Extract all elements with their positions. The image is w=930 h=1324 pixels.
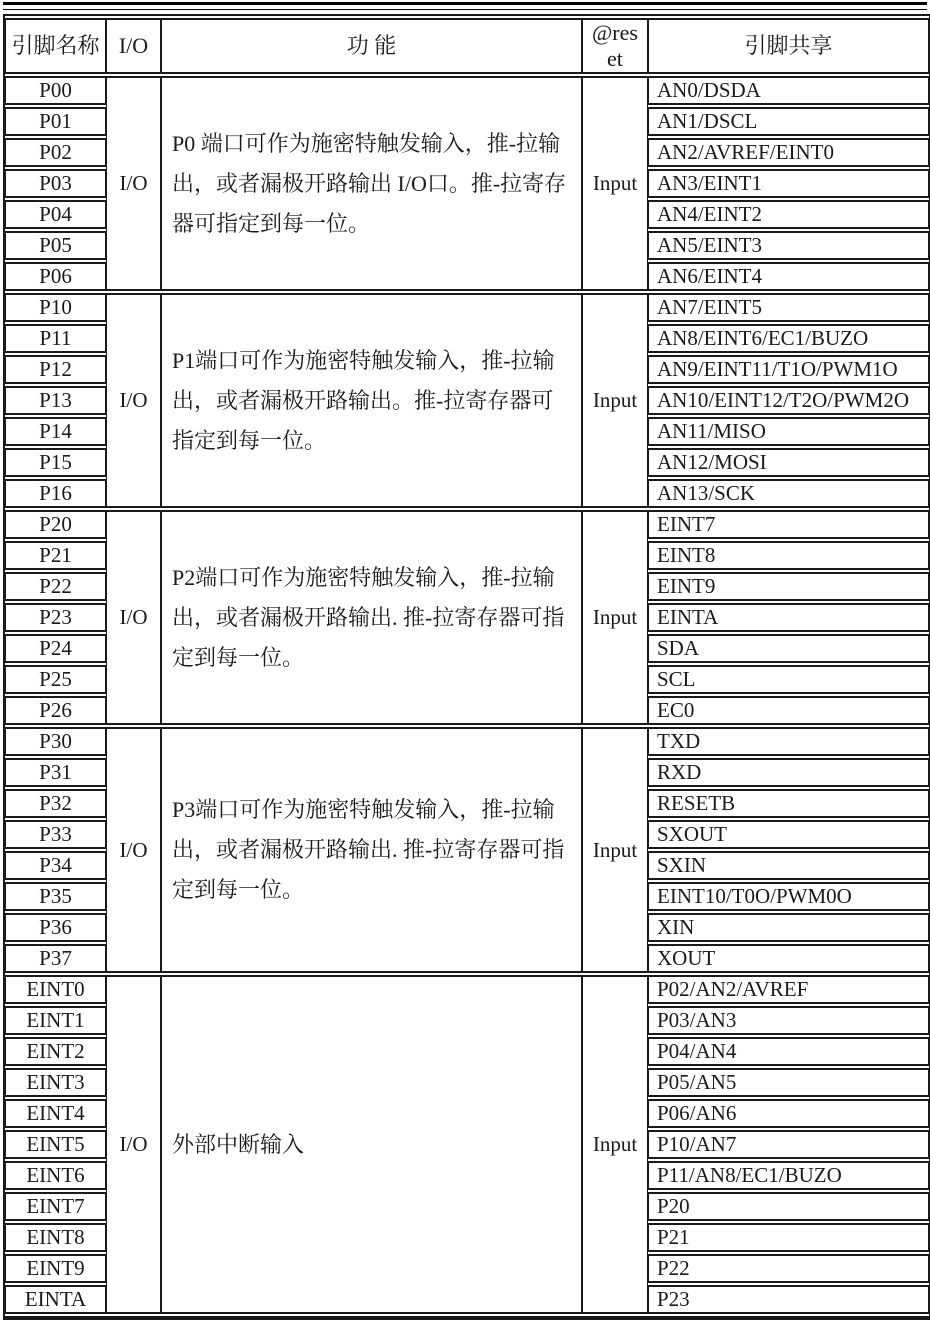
- pin-share-cell: AN1/DSCL: [648, 107, 929, 136]
- pin-share-cell: XOUT: [648, 944, 929, 973]
- pin-name-cell: P15: [5, 448, 106, 477]
- header-row: [5, 18, 929, 74]
- pin-name-cell: P05: [5, 231, 106, 260]
- pin-share-cell: RESETB: [648, 789, 929, 818]
- pin-share-cell: P05/AN5: [648, 1068, 929, 1097]
- pin-share-cell: P06/AN6: [648, 1099, 929, 1128]
- pin-share-cell: AN13/SCK: [648, 479, 929, 508]
- pin-share-cell: EINT10/T0O/PWM0O: [648, 882, 929, 911]
- pin-share-cell: SXIN: [648, 851, 929, 880]
- pin-share-cell: SXOUT: [648, 820, 929, 849]
- pin-share-cell: P03/AN3: [648, 1006, 929, 1035]
- pin-description-table: [3, 14, 930, 1320]
- pin-share-cell: AN5/EINT3: [648, 231, 929, 260]
- pin-name-cell: EINT5: [5, 1130, 106, 1159]
- pin-name-cell: P22: [5, 572, 106, 601]
- io-cell: I/O: [106, 510, 161, 725]
- pin-share-cell: AN9/EINT11/T1O/PWM1O: [648, 355, 929, 384]
- reset-state-cell: Input: [582, 510, 648, 725]
- function-text: P3端口可作为施密特触发输入，推-拉输出，或者漏极开路输出. 推-拉寄存器可指定到每一位。: [172, 797, 565, 902]
- header-reset-line2: et: [607, 46, 623, 71]
- function-text: P0 端口可作为施密特触发输入，推-拉输出，或者漏极开路输出 I/O口。推-拉寄存器可指定到每一位。: [172, 130, 567, 236]
- header-pin-name: 引脚名称: [5, 18, 106, 74]
- pin-name-cell: P35: [5, 882, 106, 911]
- table-row: [5, 727, 929, 756]
- function-cell: [161, 975, 582, 1314]
- pin-name-cell: P33: [5, 820, 106, 849]
- pin-name-cell: P30: [5, 727, 106, 756]
- pin-share-cell: TXD: [648, 727, 929, 756]
- pin-name-cell: EINT2: [5, 1037, 106, 1066]
- table-row: [5, 76, 929, 105]
- table-row: [5, 293, 929, 322]
- pin-share-cell: SCL: [648, 665, 929, 694]
- function-text: 外部中断输入: [172, 1131, 305, 1157]
- function-text: P1端口可作为施密特触发输入，推-拉输出，或者漏极开路输出。推-拉寄存器可指定到每一位。: [172, 347, 555, 453]
- pin-name-cell: P24: [5, 634, 106, 663]
- function-cell: [161, 727, 582, 973]
- pin-name-cell: EINT8: [5, 1223, 106, 1252]
- pin-name-cell: P37: [5, 944, 106, 973]
- pin-share-cell: AN0/DSDA: [648, 76, 929, 105]
- pin-share-cell: AN10/EINT12/T2O/PWM2O: [648, 386, 929, 415]
- pin-share-cell: EINTA: [648, 603, 929, 632]
- io-cell: I/O: [106, 76, 161, 291]
- pin-share-cell: AN2/AVREF/EINT0: [648, 138, 929, 167]
- io-cell: I/O: [106, 293, 161, 508]
- pin-name-cell: P25: [5, 665, 106, 694]
- pin-share-cell: P21: [648, 1223, 929, 1252]
- table-row: [5, 510, 929, 539]
- pin-name-cell: P03: [5, 169, 106, 198]
- header-io: I/O: [106, 18, 161, 74]
- pin-share-cell: P23: [648, 1285, 929, 1314]
- pin-name-cell: P12: [5, 355, 106, 384]
- table-body: [5, 76, 929, 1314]
- io-cell: I/O: [106, 727, 161, 973]
- pin-name-cell: EINT0: [5, 975, 106, 1004]
- header-reset: [582, 18, 648, 74]
- pin-name-cell: P36: [5, 913, 106, 942]
- pin-name-cell: P34: [5, 851, 106, 880]
- pin-name-cell: EINT7: [5, 1192, 106, 1221]
- io-cell: I/O: [106, 975, 161, 1314]
- pin-name-cell: P10: [5, 293, 106, 322]
- pin-share-cell: AN7/EINT5: [648, 293, 929, 322]
- pin-share-cell: SDA: [648, 634, 929, 663]
- table-header: [5, 18, 929, 74]
- header-reset-line1: @res: [592, 20, 638, 45]
- pin-name-cell: EINT3: [5, 1068, 106, 1097]
- pin-name-cell: P13: [5, 386, 106, 415]
- pin-share-cell: EINT8: [648, 541, 929, 570]
- pin-name-cell: EINT4: [5, 1099, 106, 1128]
- pin-share-cell: AN4/EINT2: [648, 200, 929, 229]
- pin-name-cell: P21: [5, 541, 106, 570]
- pin-share-cell: AN3/EINT1: [648, 169, 929, 198]
- pin-name-cell: P11: [5, 324, 106, 353]
- pin-name-cell: EINT1: [5, 1006, 106, 1035]
- pin-share-cell: P11/AN8/EC1/BUZO: [648, 1161, 929, 1190]
- function-text: P2端口可作为施密特触发输入，推-拉输出，或者漏极开路输出. 推-拉寄存器可指定到每一位。: [172, 564, 565, 670]
- reset-state-cell: Input: [582, 727, 648, 973]
- top-double-rule: [3, 2, 927, 10]
- pin-name-cell: P31: [5, 758, 106, 787]
- pin-name-cell: P00: [5, 76, 106, 105]
- pin-share-cell: AN8/EINT6/EC1/BUZO: [648, 324, 929, 353]
- reset-state-cell: Input: [582, 975, 648, 1314]
- reset-state-cell: Input: [582, 293, 648, 508]
- pin-share-cell: P02/AN2/AVREF: [648, 975, 929, 1004]
- pin-share-cell: AN11/MISO: [648, 417, 929, 446]
- reset-state-cell: Input: [582, 76, 648, 291]
- header-pin-share: 引脚共享: [648, 18, 929, 74]
- pin-share-cell: P10/AN7: [648, 1130, 929, 1159]
- function-cell: [161, 293, 582, 508]
- pin-name-cell: P20: [5, 510, 106, 539]
- pin-name-cell: P16: [5, 479, 106, 508]
- pin-name-cell: P06: [5, 262, 106, 291]
- pin-share-cell: P04/AN4: [648, 1037, 929, 1066]
- table-row: [5, 975, 929, 1004]
- pin-name-cell: P02: [5, 138, 106, 167]
- pin-share-cell: EINT7: [648, 510, 929, 539]
- pin-share-cell: EC0: [648, 696, 929, 725]
- function-cell: [161, 510, 582, 725]
- pin-share-cell: RXD: [648, 758, 929, 787]
- pin-share-cell: P20: [648, 1192, 929, 1221]
- pin-name-cell: P32: [5, 789, 106, 818]
- pin-share-cell: EINT9: [648, 572, 929, 601]
- pin-name-cell: EINT6: [5, 1161, 106, 1190]
- pin-share-cell: AN12/MOSI: [648, 448, 929, 477]
- pin-share-cell: XIN: [648, 913, 929, 942]
- pin-share-cell: P22: [648, 1254, 929, 1283]
- pin-name-cell: EINTA: [5, 1285, 106, 1314]
- pin-share-cell: AN6/EINT4: [648, 262, 929, 291]
- function-cell: [161, 76, 582, 291]
- pin-name-cell: P14: [5, 417, 106, 446]
- pin-name-cell: P23: [5, 603, 106, 632]
- pin-name-cell: P04: [5, 200, 106, 229]
- header-function: 功 能: [161, 18, 582, 74]
- pin-name-cell: P01: [5, 107, 106, 136]
- pin-name-cell: EINT9: [5, 1254, 106, 1283]
- pin-name-cell: P26: [5, 696, 106, 725]
